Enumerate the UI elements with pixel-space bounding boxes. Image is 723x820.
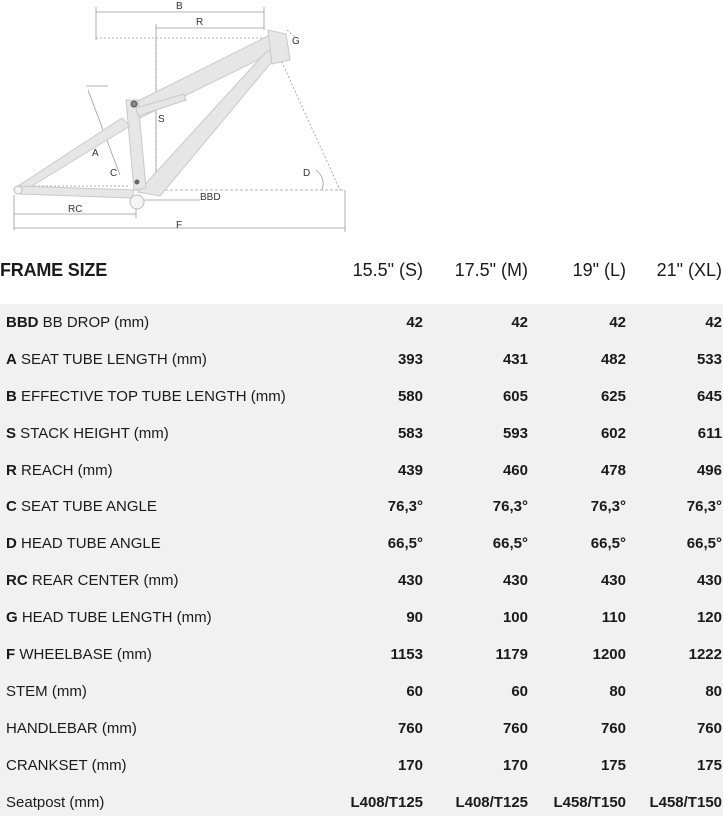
row-label xyxy=(6,794,104,811)
row-value: 625 xyxy=(600,387,626,405)
row-value: 90 xyxy=(406,609,423,627)
row-label xyxy=(6,535,161,552)
table-row xyxy=(0,378,723,415)
row-value: 80 xyxy=(705,682,722,700)
row-value: 1153 xyxy=(390,645,423,663)
row-value: 42 xyxy=(406,313,423,331)
label-rc: RC xyxy=(68,204,83,215)
geometry-table xyxy=(0,304,723,816)
row-name: EFFECTIVE TOP TUBE LENGTH (mm) xyxy=(16,387,286,405)
row-value: 482 xyxy=(600,350,626,368)
row-value: 80 xyxy=(609,682,626,700)
row-code: D xyxy=(6,535,17,553)
size-xl-heading: 21" (XL) xyxy=(656,259,722,280)
row-label xyxy=(6,646,152,663)
row-value: L458/T150 xyxy=(649,793,722,811)
row-value: 76,3° xyxy=(686,498,722,516)
row-name: Seatpost (mm) xyxy=(6,793,105,811)
table-row xyxy=(0,599,723,636)
frame-geometry-diagram xyxy=(0,0,360,240)
label-f: F xyxy=(176,220,183,231)
row-value: 760 xyxy=(600,719,626,737)
row-value: 430 xyxy=(397,572,423,590)
row-name: STACK HEIGHT (mm) xyxy=(16,424,169,442)
row-value: 175 xyxy=(696,756,722,774)
row-value: 120 xyxy=(696,609,722,627)
row-code: G xyxy=(6,609,18,627)
row-value: 583 xyxy=(397,424,423,442)
size-s-heading: 15.5" (S) xyxy=(352,259,423,280)
row-value: 580 xyxy=(397,387,423,405)
row-value: L408/T125 xyxy=(350,793,423,811)
size-l-heading: 19" (L) xyxy=(572,259,626,280)
frame-size-heading: FRAME SIZE xyxy=(0,259,108,280)
row-value: 1200 xyxy=(592,645,626,663)
row-code: RC xyxy=(6,572,28,590)
row-name: HEAD TUBE LENGTH (mm) xyxy=(17,609,212,627)
row-value: 430 xyxy=(502,572,528,590)
row-label xyxy=(6,757,127,774)
row-value: 760 xyxy=(696,719,722,737)
row-code: A xyxy=(6,350,17,368)
row-value: 100 xyxy=(502,609,528,627)
row-label xyxy=(6,498,157,515)
row-value: 430 xyxy=(696,572,722,590)
row-name: REACH (mm) xyxy=(16,461,113,479)
table-header xyxy=(0,250,723,290)
row-name: STEM (mm) xyxy=(6,682,87,700)
label-d: D xyxy=(303,168,311,179)
table-row xyxy=(0,525,723,562)
row-code: R xyxy=(6,461,17,479)
row-value: 760 xyxy=(502,719,528,737)
row-value: 611 xyxy=(697,424,722,442)
row-code: C xyxy=(6,498,17,516)
label-a: A xyxy=(92,148,99,159)
row-value: 439 xyxy=(397,461,423,479)
row-value: 66,5° xyxy=(492,535,528,553)
table-row xyxy=(0,304,723,341)
table-row xyxy=(0,784,723,820)
row-value: 175 xyxy=(600,756,626,774)
table-row xyxy=(0,636,723,673)
row-code: S xyxy=(6,424,17,442)
row-value: 66,5° xyxy=(686,535,722,553)
row-name: SEAT TUBE LENGTH (mm) xyxy=(16,350,207,368)
row-value: 1222 xyxy=(688,645,722,663)
row-value: 760 xyxy=(397,719,423,737)
row-code: F xyxy=(6,645,16,663)
row-name: WHEELBASE (mm) xyxy=(15,645,152,663)
row-label xyxy=(6,314,149,331)
table-row xyxy=(0,452,723,489)
row-code: BBD xyxy=(6,313,39,331)
row-value: 496 xyxy=(696,461,722,479)
row-value: 76,3° xyxy=(492,498,528,516)
row-label xyxy=(6,388,286,405)
table-row xyxy=(0,673,723,710)
row-label xyxy=(6,351,207,368)
row-value: 460 xyxy=(502,461,528,479)
label-s: S xyxy=(158,114,165,125)
row-name: HANDLEBAR (mm) xyxy=(6,719,137,737)
row-name: HEAD TUBE ANGLE xyxy=(16,535,161,553)
row-name: CRANKSET (mm) xyxy=(6,756,127,774)
row-value: 170 xyxy=(502,756,528,774)
row-value: 42 xyxy=(609,313,626,331)
table-row xyxy=(0,562,723,599)
row-value: 60 xyxy=(406,682,423,700)
row-value: 76,3° xyxy=(590,498,626,516)
size-m-heading: 17.5" (M) xyxy=(454,259,528,280)
row-value: 42 xyxy=(511,313,528,331)
row-value: 602 xyxy=(600,424,626,442)
label-c: C xyxy=(110,168,118,179)
row-value: 593 xyxy=(502,424,528,442)
row-value: 533 xyxy=(696,350,722,368)
row-name: SEAT TUBE ANGLE xyxy=(16,498,157,516)
row-value: 430 xyxy=(600,572,626,590)
table-row xyxy=(0,747,723,784)
table-row xyxy=(0,488,723,525)
table-row xyxy=(0,415,723,452)
row-value: 110 xyxy=(601,609,626,627)
row-value: 66,5° xyxy=(387,535,423,553)
row-value: 1179 xyxy=(495,645,528,663)
row-name: BB DROP (mm) xyxy=(38,313,150,331)
row-value: 645 xyxy=(696,387,722,405)
row-label xyxy=(6,572,179,589)
row-label xyxy=(6,683,87,700)
row-value: 431 xyxy=(502,350,528,368)
row-value: L458/T150 xyxy=(553,793,626,811)
table-row xyxy=(0,710,723,747)
row-value: 170 xyxy=(397,756,423,774)
row-value: 393 xyxy=(397,350,423,368)
row-name: REAR CENTER (mm) xyxy=(27,572,179,590)
row-value: 42 xyxy=(705,313,722,331)
table-row xyxy=(0,341,723,378)
row-label xyxy=(6,720,137,737)
row-value: 478 xyxy=(600,461,626,479)
row-value: 66,5° xyxy=(590,535,626,553)
row-value: 60 xyxy=(511,682,528,700)
label-g: G xyxy=(292,36,300,47)
row-label xyxy=(6,609,212,626)
row-value: 605 xyxy=(502,387,528,405)
row-value: 76,3° xyxy=(387,498,423,516)
row-value: L408/T125 xyxy=(455,793,528,811)
row-label xyxy=(6,425,169,442)
row-code: B xyxy=(6,387,17,405)
label-bbd: BBD xyxy=(200,192,221,203)
label-r: R xyxy=(196,17,204,28)
label-b: B xyxy=(176,1,183,12)
row-label xyxy=(6,462,113,479)
